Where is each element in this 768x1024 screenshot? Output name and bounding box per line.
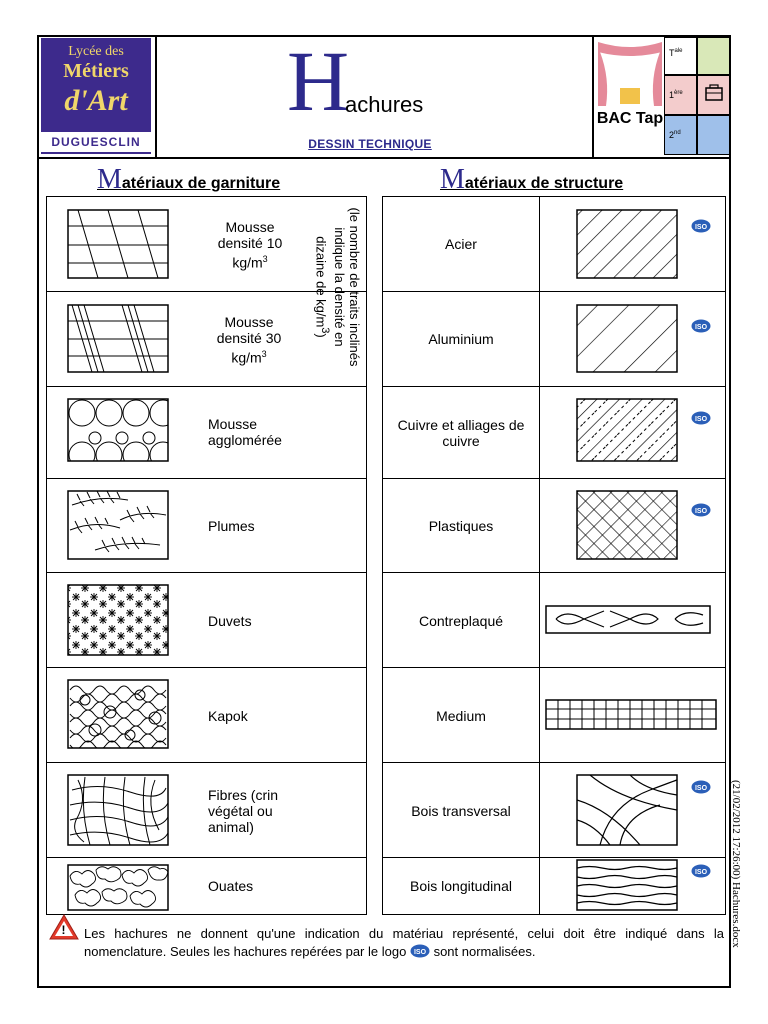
iso-text: ISO <box>694 869 708 876</box>
hatch-kapok <box>70 686 166 749</box>
iso-icon <box>691 780 711 794</box>
label-text: Mousse densité 10 kg/m <box>217 219 283 271</box>
iso-icon <box>691 503 711 517</box>
footer-text: Les hachures ne donnent qu'une indication du matériau représenté, celui doit être indiqué dans la nomenclature. Seules les hachures repérées par le logo <box>84 926 724 959</box>
hatch-plywood <box>546 606 710 633</box>
logo-line4: DUGUESCLIN <box>41 132 151 152</box>
iso-icon <box>691 319 711 333</box>
density-note-end: ) <box>313 333 329 338</box>
list-item-label: Aluminium <box>428 331 494 347</box>
list-item-label: Mousse agglomérée <box>208 416 282 448</box>
list-item-label: Acier <box>445 236 477 252</box>
hatch-foam-30 <box>68 305 168 372</box>
section-title-initial: M <box>97 164 122 195</box>
footer-text: sont normalisées. <box>433 944 536 959</box>
list-item-label: Medium <box>436 708 486 724</box>
hatch-long-grain <box>577 860 677 910</box>
iso-icon <box>691 411 711 425</box>
list-item-label: Kapok <box>208 708 248 724</box>
list-item-label: Bois longitudinal <box>410 878 512 894</box>
level-label: 2 <box>669 130 675 140</box>
density-note-text: (le nombre de traits inclinés indique la densité en dizaine de kg/m <box>313 207 362 367</box>
iso-icon <box>691 219 711 233</box>
level-sup: ère <box>674 90 683 96</box>
hatch-wadding <box>70 867 168 907</box>
logo-line1: Lycée des <box>68 44 124 59</box>
bac-label: BAC Tap <box>596 110 664 127</box>
iso-text: ISO <box>694 324 708 331</box>
hatch-plastics <box>577 491 677 559</box>
section-title-initial: M <box>440 164 465 195</box>
list-item-label <box>208 219 292 271</box>
hatch-end-grain <box>577 775 680 845</box>
level-label: 1 <box>669 90 675 100</box>
hatch-fibres <box>70 777 168 845</box>
density-note <box>314 207 362 367</box>
hatch-aluminium <box>577 305 677 372</box>
hatch-steel <box>577 210 677 278</box>
iso-icon <box>410 944 430 963</box>
label-sup: 3 <box>261 349 267 359</box>
iso-text: ISO <box>694 508 708 515</box>
subtitle-text: DESSIN TECHNIQUE <box>308 137 432 151</box>
label-sup: 3 <box>262 254 268 264</box>
list-item-label <box>206 314 292 366</box>
level-sup: nd <box>674 130 681 136</box>
hatch-copper <box>577 399 677 461</box>
iso-text: ISO <box>694 224 708 231</box>
iso-icon <box>691 864 711 878</box>
warning-icon <box>50 915 78 939</box>
hatch-down <box>68 585 168 655</box>
section-title-text: atériaux de garniture <box>121 175 281 192</box>
list-item-label: Cuivre et alliages de cuivre <box>397 417 525 449</box>
list-item-label: Plumes <box>208 518 255 534</box>
hatch-feathers <box>70 491 166 552</box>
title-initial: H <box>287 33 350 129</box>
list-item-label: Ouates <box>208 878 254 894</box>
density-note-sup: 3 <box>319 327 331 334</box>
logo-line2: Métiers <box>63 60 129 82</box>
footer-note <box>84 925 724 963</box>
label-text: Mousse densité 30 kg/m <box>216 314 282 366</box>
logo-line3: d'Art <box>64 84 128 117</box>
svg-text:!: ! <box>61 923 66 937</box>
iso-text: ISO <box>694 785 708 792</box>
hatch-foam-10 <box>68 210 168 278</box>
list-item-label: Contreplaqué <box>418 613 504 629</box>
list-item-label: Fibres (crin végétal ou animal) <box>208 787 279 835</box>
file-info: (21/02/2012 17:26:00) Hachures.docx <box>730 780 742 948</box>
list-item-label: Duvets <box>208 613 252 629</box>
level-sup: ale <box>674 48 683 54</box>
iso-text: ISO <box>413 949 426 956</box>
title-rest: achures <box>345 92 424 117</box>
section-title-text: atériaux de structure <box>464 175 624 192</box>
hatch-bonded-foam <box>69 400 176 468</box>
list-item-label: Bois transversal <box>411 803 511 819</box>
list-item-label: Plastiques <box>428 518 494 534</box>
iso-text: ISO <box>694 416 708 423</box>
hatch-mdf <box>546 700 716 729</box>
level-label: T <box>669 48 675 58</box>
